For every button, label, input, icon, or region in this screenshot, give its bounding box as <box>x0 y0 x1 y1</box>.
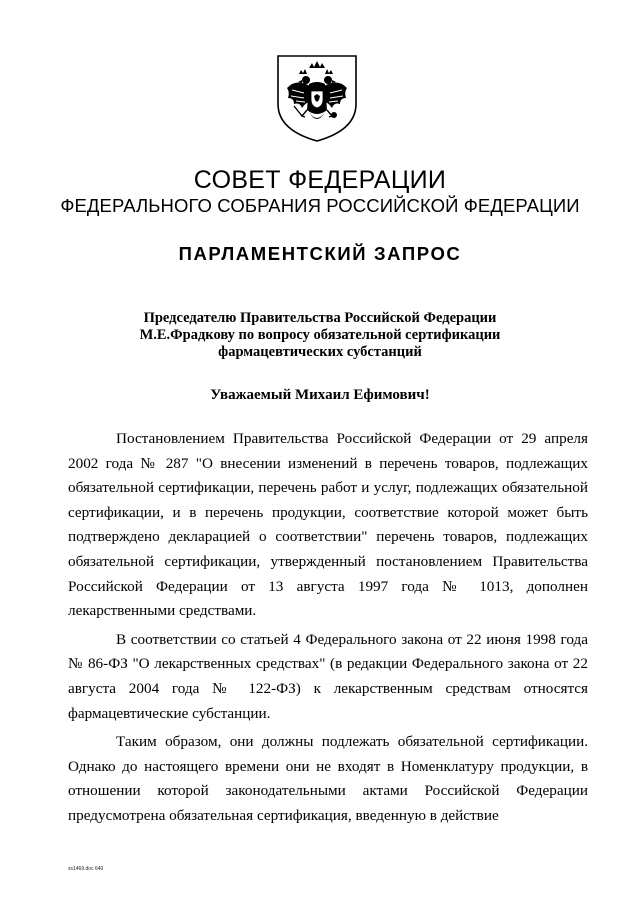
salutation: Уважаемый Михаил Ефимович! <box>210 387 430 403</box>
addressee-line: М.Е.Фрадкову по вопросу обязательной сертификации <box>139 327 501 343</box>
body-paragraph: Таким образом, они должны подлежать обязательной сертификации. Однако до настоящего времени они не входят в Номенклатуру продукции, в отношении которой законодательными актами Российской Федерации предусмотрена обязательная сертификация, введенную в действие <box>68 733 588 824</box>
organization-title: СОВЕТ ФЕДЕРАЦИИ <box>193 166 447 194</box>
addressee-line: фармацевтических субстанций <box>218 344 422 360</box>
addressee-line: Председателю Правительства Российской Федерации <box>143 310 497 326</box>
document-body <box>68 427 588 828</box>
body-paragraph: Постановлением Правительства Российской Федерации от 29 апреля 2002 года № 287 "О внесении изменений в перечень товаров, подлежащих обязательной сертификации, перечень работ и услуг, подлежащих обязательной сертификации, и в перечень продукции, соответствие которой может быть подтверждено декларацией о соответствии" перечень товаров, подлежащих обязательной сертификации, утвержденный постановлением Правительства Российской Федерации от 13 августа 1997 года № 1013, дополнен лекарственными средствами. <box>68 430 588 620</box>
organization-subtitle: ФЕДЕРАЛЬНОГО СОБРАНИЯ РОССИЙСКОЙ ФЕДЕРАЦИИ <box>60 195 580 216</box>
coat-of-arms-icon <box>272 52 362 144</box>
body-paragraph: В соответствии со статьей 4 Федерального закона от 22 июня 1998 года № 86-ФЗ "О лекарственных средствах" (в редакции Федерального закона от 22 августа 2004 года № 122-ФЗ) к лекарственным средствам относятся фармацевтические субстанции. <box>68 630 588 722</box>
file-code: zs1469.doc 640 <box>68 866 104 872</box>
addressee-block <box>100 310 540 361</box>
document-type-heading: ПАРЛАМЕНТСКИЙ ЗАПРОС <box>178 243 462 264</box>
